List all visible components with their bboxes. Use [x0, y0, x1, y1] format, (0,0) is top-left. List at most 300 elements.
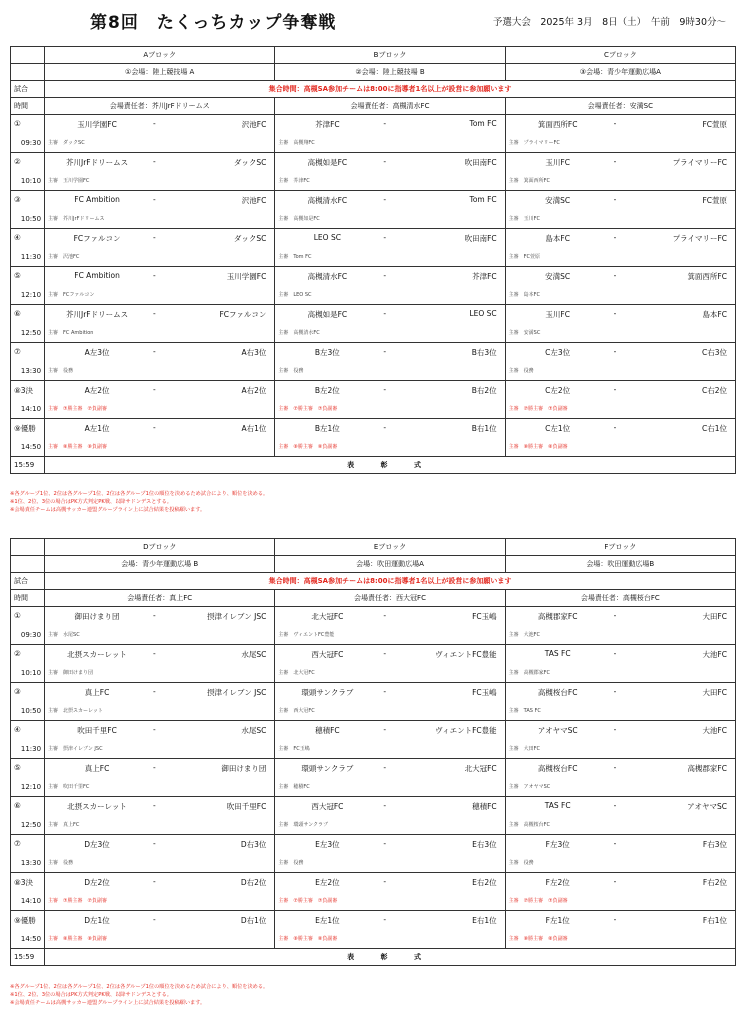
match-cell — [505, 645, 735, 683]
note-line: ※1位、2位、3位の場合はPK方式判定PK戦、以降サドンデスとする。 — [10, 992, 172, 998]
referee-assignment: 主審 高槻翔FC — [278, 140, 315, 146]
team-home: B左2位 — [314, 386, 340, 395]
versus-dash: - — [383, 839, 387, 848]
referee-assignment: 主審 プライマリーFC — [508, 140, 560, 146]
team-away: ダックSC — [233, 158, 267, 167]
versus-dash: - — [383, 347, 387, 356]
referee-assignment: 主審 ⑦勝主審 ⑦負副審 — [508, 406, 568, 412]
match-cell — [505, 191, 735, 229]
match-number: ⑥ — [14, 801, 21, 810]
versus-dash: - — [383, 233, 387, 242]
match-cell — [505, 381, 735, 419]
team-home: 御田けまり団 — [74, 612, 120, 621]
versus-dash: - — [613, 763, 617, 772]
team-home: 西大冠FC — [311, 802, 344, 811]
ceremony-row — [11, 949, 736, 966]
block-header-row — [11, 47, 736, 64]
notice-row — [11, 573, 736, 590]
referee-assignment: 主審 ⑧勝主審 ⑧負副審 — [508, 936, 568, 942]
match-cell — [45, 191, 275, 229]
awards-ceremony: 表 彰 式 — [45, 457, 736, 474]
team-away: 箕面西所FC — [687, 272, 727, 281]
versus-dash: - — [153, 687, 156, 696]
referee-assignment: 主審 安満SC — [508, 330, 541, 336]
team-home: 高槻桜台FC — [537, 688, 578, 697]
block-name: Bブロック — [275, 47, 505, 64]
referee-assignment: 主審 LEO SC — [278, 292, 312, 298]
versus-dash: - — [383, 763, 387, 772]
match-cell — [45, 305, 275, 343]
team-away: 大池FC — [702, 650, 727, 659]
referee-assignment: 主審 役務 — [48, 860, 74, 866]
match-cell — [45, 115, 275, 153]
versus-dash: - — [153, 347, 156, 356]
match-cell — [505, 607, 735, 645]
block-header-row — [11, 539, 736, 556]
match-number: ⑦ — [14, 839, 21, 848]
manager-row — [11, 590, 736, 607]
team-away: 吹田南FC — [464, 234, 497, 243]
team-home: F左3位 — [545, 840, 570, 849]
team-away: ヴィエントFC豊能 — [435, 650, 497, 659]
versus-dash: - — [613, 157, 617, 166]
team-away: F右1位 — [702, 916, 727, 925]
team-away: 御田けまり団 — [221, 764, 267, 773]
kickoff-time: 13:30 — [20, 859, 42, 867]
team-away: 芥津FC — [472, 272, 497, 281]
match-slot — [11, 683, 45, 721]
referee-assignment: 主審 ⑦勝主審 ⑦負副審 — [48, 406, 108, 412]
match-slot — [11, 419, 45, 457]
match-row — [11, 381, 736, 419]
match-cell — [505, 759, 735, 797]
team-home: 高槻桜台FC — [537, 764, 578, 773]
notice-row — [11, 81, 736, 98]
match-number: ⑤ — [14, 763, 21, 772]
versus-dash: - — [383, 687, 387, 696]
team-away: E右3位 — [472, 840, 497, 849]
match-cell — [275, 305, 505, 343]
match-number: ② — [14, 649, 21, 658]
team-away: A右3位 — [241, 348, 267, 357]
match-row — [11, 721, 736, 759]
team-away: C右2位 — [701, 386, 727, 395]
match-row — [11, 115, 736, 153]
note-line: ※各グループ1位、2位は各グループ1位、2位は各グループ1位の順位を決めるため試合により、順位を決める。 — [10, 491, 269, 497]
match-cell — [275, 607, 505, 645]
team-away: FC萱原 — [702, 196, 727, 205]
team-home: A左2位 — [84, 386, 110, 395]
match-cell — [505, 797, 735, 835]
kickoff-time: 10:10 — [20, 669, 42, 677]
team-home: 芥川JrFドリームス — [65, 158, 129, 167]
referee-assignment: 主審 箕面西所FC — [508, 178, 551, 184]
team-home: F左1位 — [545, 916, 570, 925]
team-home: 環頭サンクラブ — [301, 688, 354, 697]
team-home: FC Ambition — [74, 195, 120, 204]
team-away: E右2位 — [472, 878, 497, 887]
referee-assignment: 主審 ⑧勝主審 ⑧負副審 — [278, 936, 338, 942]
match-cell — [45, 797, 275, 835]
team-home: 穂積FC — [315, 726, 340, 735]
match-row — [11, 607, 736, 645]
event-date: 予選大会 2025年 3月 8日（土） 午前 9時30分～ — [492, 17, 726, 28]
match-number: ① — [14, 119, 21, 128]
versus-dash: - — [613, 385, 617, 394]
match-number: ⑨優勝 — [14, 916, 36, 925]
block-name: Fブロック — [505, 539, 735, 556]
team-away: 大田FC — [702, 612, 727, 621]
match-cell — [505, 419, 735, 457]
referee-assignment: 主審 高槻如是FC — [278, 216, 320, 222]
match-row — [11, 645, 736, 683]
match-cell — [505, 305, 735, 343]
notes — [10, 983, 736, 1007]
referee-assignment: 主審 穂積FC — [278, 784, 310, 790]
team-home: B左3位 — [314, 348, 340, 357]
match-slot — [11, 381, 45, 419]
match-cell — [275, 721, 505, 759]
match-slot — [11, 305, 45, 343]
team-home: 高槻清水FC — [307, 272, 348, 281]
match-slot — [11, 721, 45, 759]
match-number: ⑨優勝 — [14, 424, 36, 433]
match-slot — [11, 835, 45, 873]
block-name: Aブロック — [45, 47, 275, 64]
match-cell — [275, 267, 505, 305]
block-name: Dブロック — [45, 539, 275, 556]
versus-dash: - — [383, 119, 387, 128]
kickoff-time: 12:50 — [20, 329, 42, 337]
versus-dash: - — [153, 309, 156, 318]
kickoff-time: 14:50 — [20, 443, 42, 451]
match-cell — [275, 381, 505, 419]
versus-dash: - — [153, 157, 156, 166]
match-cell — [505, 683, 735, 721]
match-number: ① — [14, 611, 21, 620]
match-row — [11, 229, 736, 267]
versus-dash: - — [153, 915, 156, 924]
referee-assignment: 主審 FCファルコン — [48, 292, 95, 298]
match-cell — [505, 153, 735, 191]
match-cell — [505, 911, 735, 949]
match-cell — [275, 759, 505, 797]
time-label: 時間 — [11, 98, 45, 115]
versus-dash: - — [153, 423, 156, 432]
referee-assignment: 主審 ダックSC — [48, 140, 85, 146]
team-away: B右3位 — [471, 348, 497, 357]
referee-assignment: 主審 FC玉嶋 — [278, 746, 310, 752]
team-away: FC玉嶋 — [472, 612, 497, 621]
match-number: ⑤ — [14, 271, 21, 280]
versus-dash: - — [153, 725, 156, 734]
match-cell — [45, 759, 275, 797]
kickoff-time: 12:50 — [20, 821, 42, 829]
team-away: F右3位 — [702, 840, 727, 849]
page-header — [10, 6, 736, 32]
match-cell — [275, 191, 505, 229]
team-away: FC玉嶋 — [472, 688, 497, 697]
kickoff-time: 14:10 — [20, 405, 42, 413]
match-slot — [11, 191, 45, 229]
match-cell — [45, 835, 275, 873]
versus-dash: - — [383, 195, 387, 204]
match-cell — [45, 381, 275, 419]
team-away: LEO SC — [469, 309, 497, 318]
team-away: 大池FC — [702, 726, 727, 735]
referee-assignment: 主審 北摂スカーレット — [48, 708, 103, 714]
team-home: TAS FC — [544, 649, 571, 658]
referee-assignment: 主審 ⑧勝主審 ⑧負副審 — [48, 444, 108, 450]
team-away: 吹田千里FC — [226, 802, 267, 811]
versus-dash: - — [613, 309, 617, 318]
team-away: ダックSC — [233, 234, 267, 243]
versus-dash: - — [153, 801, 156, 810]
match-cell — [275, 645, 505, 683]
team-home: 北摂スカーレット — [67, 802, 127, 811]
venue-name: ③会場：青少年運動広場A — [505, 64, 735, 81]
match-row — [11, 873, 736, 911]
match-cell — [45, 911, 275, 949]
team-home: 芥川JrFドリームス — [65, 310, 129, 319]
versus-dash: - — [613, 839, 617, 848]
team-away: E右1位 — [472, 916, 497, 925]
team-away: 摂津イレブン JSC — [207, 612, 267, 621]
team-home: 高槻如是FC — [307, 158, 348, 167]
versus-dash: - — [613, 233, 617, 242]
team-away: プライマリーFC — [672, 234, 727, 243]
versus-dash: - — [153, 763, 156, 772]
referee-assignment: 主審 FC萱原 — [508, 254, 541, 260]
team-away: F右2位 — [702, 878, 727, 887]
corner-cell — [11, 556, 45, 573]
match-number: ⑧3決 — [14, 386, 33, 395]
versus-dash: - — [383, 423, 387, 432]
referee-assignment: 主審 FC Ambition — [48, 330, 94, 336]
versus-dash: - — [153, 385, 156, 394]
versus-dash: - — [613, 877, 617, 886]
versus-dash: - — [383, 801, 387, 810]
team-away: Tom FC — [469, 119, 497, 128]
team-home: 高槻清水FC — [307, 196, 348, 205]
versus-dash: - — [153, 271, 156, 280]
referee-assignment: 主審 役務 — [278, 368, 304, 374]
assembly-notice: 集合時間：高槻SA参加チームは8:00に指導者1名以上が設営に参加願います — [45, 81, 736, 98]
venue-name: 会場：青少年運動広場 B — [45, 556, 275, 573]
versus-dash: - — [153, 195, 156, 204]
referee-assignment: 主審 Tom FC — [278, 254, 312, 260]
team-away: 沢池FC — [241, 196, 267, 205]
kickoff-time: 09:30 — [20, 139, 42, 147]
kickoff-time: 09:30 — [20, 631, 42, 639]
referee-assignment: 主審 TAS FC — [508, 708, 541, 714]
referee-assignment: 主審 役務 — [278, 860, 304, 866]
note-line: ※会場責任チームは高槻サッカー連盟グループライン上に試合結果を投稿願います。 — [10, 507, 206, 513]
team-home: 北摂スカーレット — [67, 650, 127, 659]
match-cell — [275, 683, 505, 721]
match-cell — [275, 873, 505, 911]
block-name: Eブロック — [275, 539, 505, 556]
versus-dash: - — [383, 611, 387, 620]
team-home: E左3位 — [315, 840, 340, 849]
schedule-table — [10, 46, 736, 474]
team-away: 吹田南FC — [464, 158, 497, 167]
team-home: D左3位 — [84, 840, 110, 849]
match-cell — [275, 343, 505, 381]
note-line: ※会場責任チームは高槻サッカー連盟グループライン上に試合結果を投稿願います。 — [10, 1000, 206, 1006]
referee-assignment: 主審 ⑦勝主審 ⑦負副審 — [278, 898, 338, 904]
referee-assignment: 主審 高槻郡家FC — [508, 670, 551, 676]
versus-dash: - — [383, 157, 387, 166]
match-cell — [275, 419, 505, 457]
versus-dash: - — [613, 611, 617, 620]
match-row — [11, 305, 736, 343]
venue-manager: 会場責任者：高槻清水FC — [275, 98, 505, 115]
venue-manager: 会場責任者：高槻桜台FC — [505, 590, 735, 607]
match-cell — [45, 229, 275, 267]
referee-assignment: 主審 役務 — [48, 368, 74, 374]
match-cell — [45, 419, 275, 457]
team-home: 吹田千里FC — [77, 726, 117, 735]
venue-manager: 会場責任者：真上FC — [45, 590, 275, 607]
referee-assignment: 主審 ⑦勝主審 ⑦負副審 — [278, 406, 338, 412]
ceremony-time: 15:59 — [11, 457, 45, 474]
match-cell — [275, 153, 505, 191]
team-away: 水尾SC — [241, 726, 267, 735]
team-away: D右2位 — [240, 878, 267, 887]
referee-assignment: 主審 島本FC — [508, 292, 541, 298]
match-row — [11, 759, 736, 797]
versus-dash: - — [613, 195, 617, 204]
team-away: 北大冠FC — [464, 764, 497, 773]
versus-dash: - — [613, 649, 617, 658]
referee-assignment: 主審 ⑦勝主審 ⑦負副審 — [508, 898, 568, 904]
referee-assignment: 主審 高槻桜台FC — [508, 822, 551, 828]
corner-cell — [11, 539, 45, 556]
versus-dash: - — [153, 119, 156, 128]
team-home: 玉川FC — [545, 158, 570, 167]
kickoff-time: 12:10 — [20, 291, 42, 299]
team-home: FC Ambition — [74, 271, 120, 280]
match-row — [11, 419, 736, 457]
team-away: 摂津イレブン JSC — [207, 688, 267, 697]
versus-dash: - — [613, 725, 617, 734]
team-away: D右3位 — [240, 840, 267, 849]
match-slot — [11, 797, 45, 835]
match-number: ④ — [14, 725, 21, 734]
block-name: Cブロック — [505, 47, 735, 64]
match-cell — [275, 229, 505, 267]
note-line: ※各グループ1位、2位は各グループ1位、2位は各グループ1位の順位を決めるため試合により、順位を決める。 — [10, 984, 269, 990]
team-home: LEO SC — [313, 233, 341, 242]
referee-assignment: 主審 ⑧勝主審 ⑧負副審 — [48, 936, 108, 942]
team-away: 高槻郡家FC — [687, 764, 727, 773]
match-cell — [45, 607, 275, 645]
kickoff-time: 10:10 — [20, 177, 42, 185]
match-cell — [45, 721, 275, 759]
referee-assignment: 主審 芥津FC — [278, 178, 310, 184]
team-home: 安満SC — [545, 272, 571, 281]
match-slot — [11, 267, 45, 305]
team-home: B左1位 — [314, 424, 340, 433]
match-cell — [505, 721, 735, 759]
referee-assignment: 主審 北大冠FC — [278, 670, 315, 676]
kickoff-time: 14:10 — [20, 897, 42, 905]
match-number: ④ — [14, 233, 21, 242]
match-row — [11, 683, 736, 721]
ceremony-row — [11, 457, 736, 474]
match-slot — [11, 115, 45, 153]
team-away: A右1位 — [241, 424, 267, 433]
referee-assignment: 主審 ⑧勝主審 ⑧負副審 — [278, 444, 338, 450]
team-home: 真上FC — [84, 764, 110, 773]
time-label: 時間 — [11, 590, 45, 607]
match-row — [11, 267, 736, 305]
venue-name: 会場：吹田運動広場A — [275, 556, 505, 573]
match-cell — [275, 911, 505, 949]
versus-dash: - — [153, 839, 156, 848]
match-cell — [505, 873, 735, 911]
venue-row — [11, 556, 736, 573]
team-home: A左1位 — [84, 424, 110, 433]
referee-assignment: 主審 ⑧勝主審 ⑧負副審 — [508, 444, 568, 450]
team-away: 穂積FC — [472, 802, 497, 811]
match-cell — [505, 115, 735, 153]
team-away: ヴィエントFC豊能 — [435, 726, 497, 735]
team-home: A左3位 — [84, 348, 110, 357]
match-cell — [505, 343, 735, 381]
match-row — [11, 191, 736, 229]
versus-dash: - — [383, 385, 387, 394]
kickoff-time: 14:50 — [20, 935, 42, 943]
kickoff-time: 12:10 — [20, 783, 42, 791]
match-slot — [11, 759, 45, 797]
match-slot — [11, 343, 45, 381]
team-home: C左2位 — [545, 386, 571, 395]
referee-assignment: 主審 役務 — [508, 860, 534, 866]
match-label: 試合 — [11, 81, 45, 98]
versus-dash: - — [153, 233, 156, 242]
team-away: C右3位 — [701, 348, 727, 357]
team-home: D左1位 — [84, 916, 110, 925]
team-home: E左1位 — [315, 916, 340, 925]
referee-assignment: 主審 大池FC — [508, 632, 541, 638]
match-slot — [11, 645, 45, 683]
team-away: アオヤマSC — [687, 802, 727, 811]
match-slot — [11, 911, 45, 949]
versus-dash: - — [383, 649, 387, 658]
corner-cell — [11, 47, 45, 64]
venue-manager: 会場責任者：安満SC — [505, 98, 735, 115]
team-home: 玉川学園FC — [77, 120, 117, 129]
versus-dash: - — [613, 915, 617, 924]
match-row — [11, 797, 736, 835]
match-row — [11, 911, 736, 949]
team-home: 環頭サンクラブ — [301, 764, 354, 773]
kickoff-time: 11:30 — [20, 745, 42, 753]
team-away: FC萱原 — [702, 120, 727, 129]
team-away: D右1位 — [240, 916, 267, 925]
team-home: 芥津FC — [315, 120, 340, 129]
match-cell — [505, 229, 735, 267]
venue-name: ②会場：陸上競技場 B — [275, 64, 505, 81]
match-cell — [45, 873, 275, 911]
corner-cell — [11, 64, 45, 81]
versus-dash: - — [383, 725, 387, 734]
versus-dash: - — [383, 271, 387, 280]
team-away: B右2位 — [471, 386, 497, 395]
team-home: TAS FC — [544, 801, 571, 810]
